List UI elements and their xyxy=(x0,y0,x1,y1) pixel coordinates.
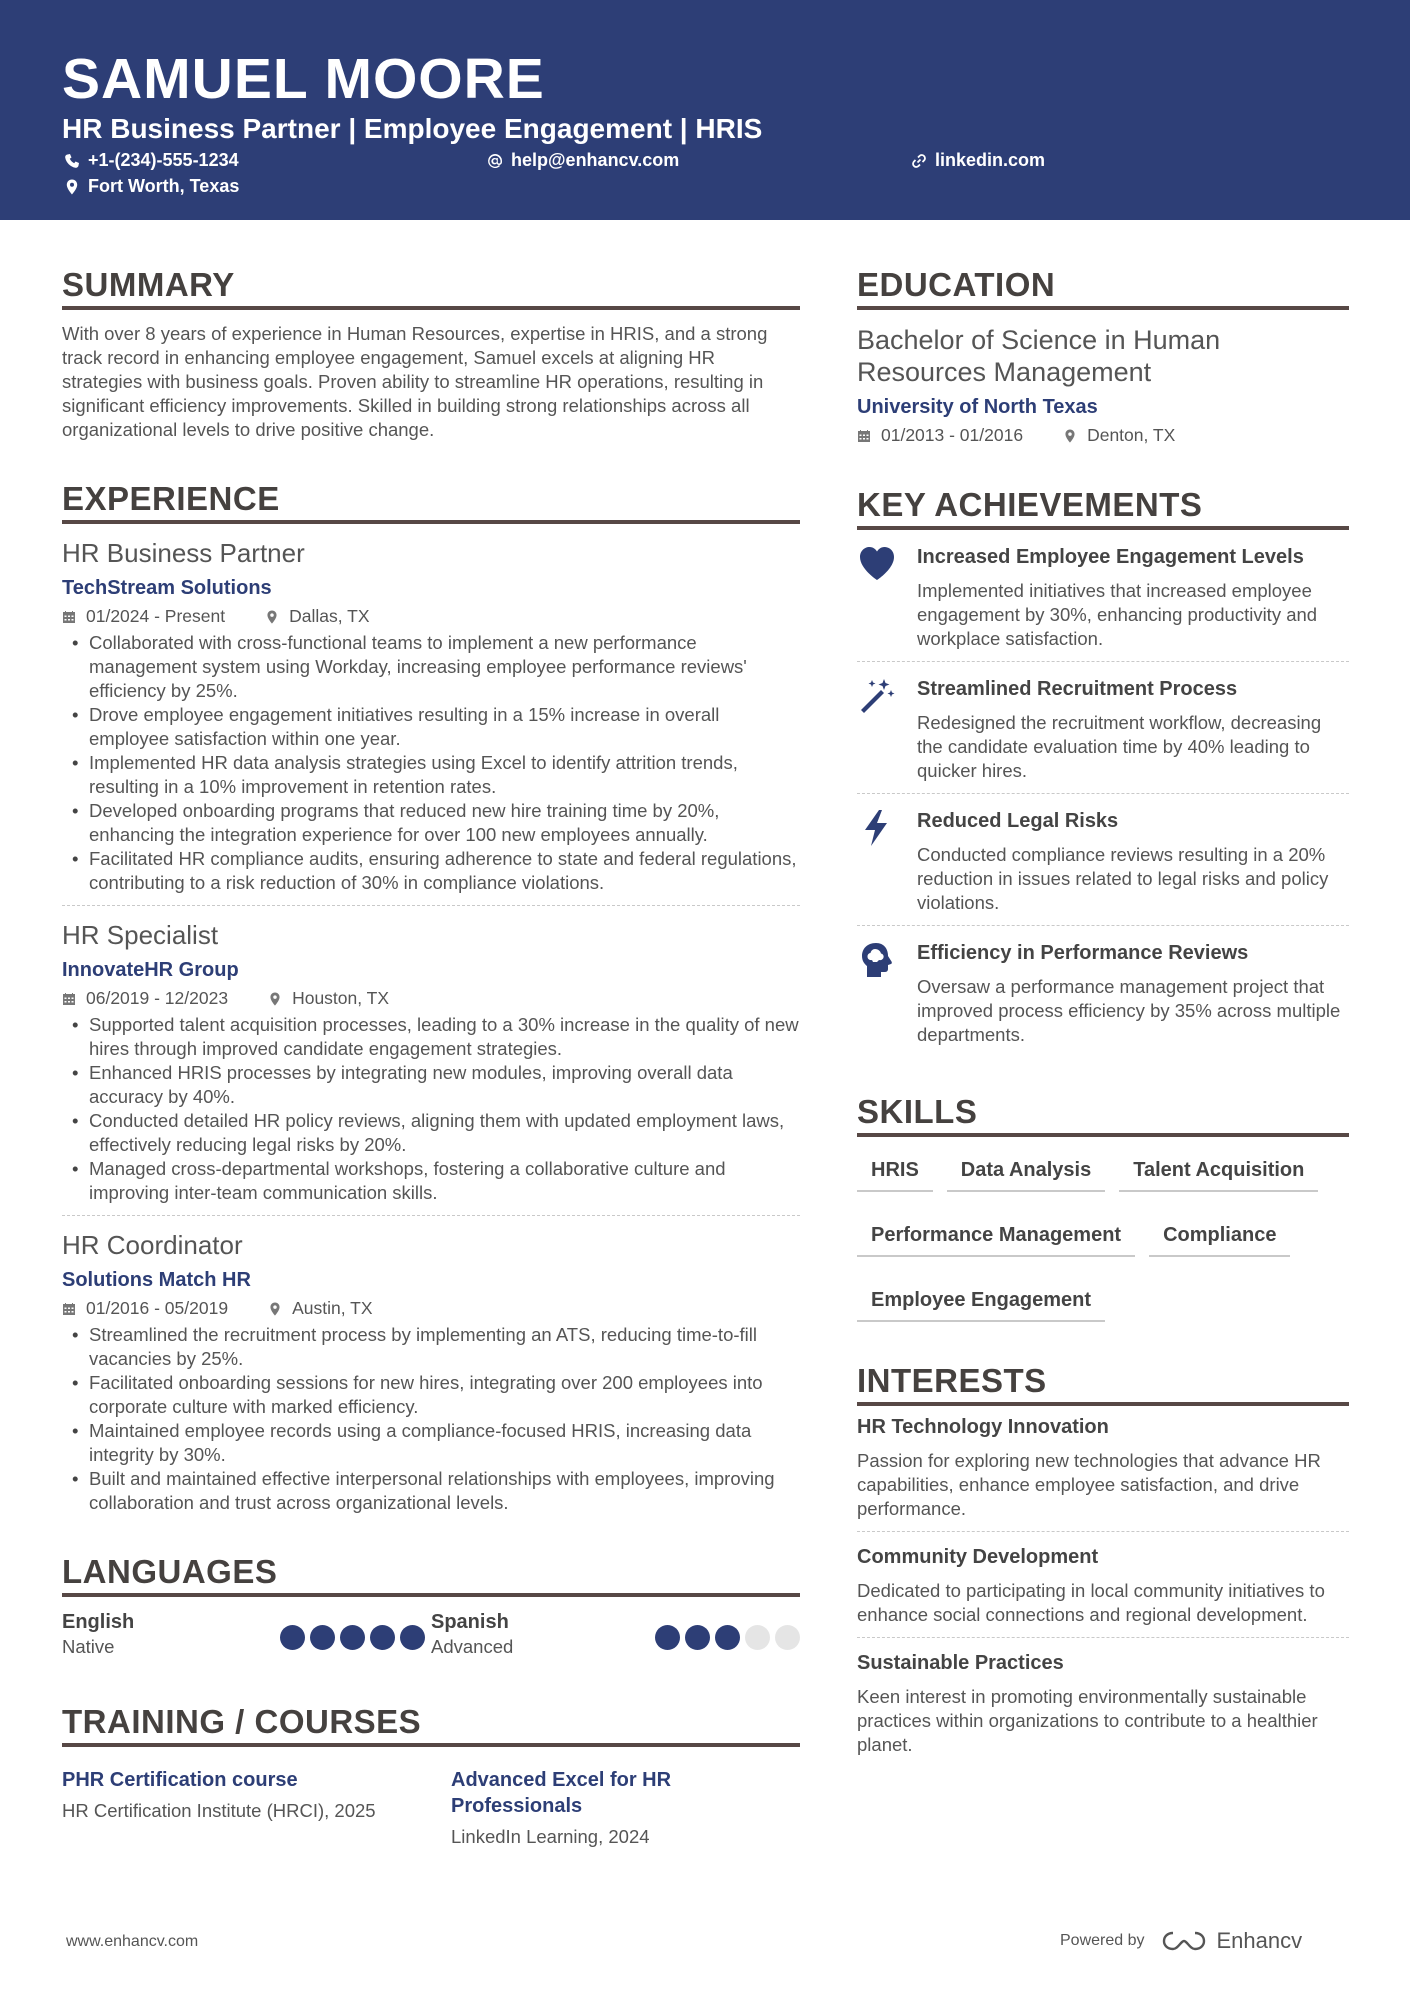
job-bullets xyxy=(62,1323,800,1515)
education-dates: 01/2013 - 01/2016 xyxy=(881,425,1024,445)
bullet-item: • Implemented HR data analysis strategies using Excel to identify attrition trends, resulting in a 10% improvement in retention rates. xyxy=(62,751,800,799)
rating-dot-empty xyxy=(745,1625,770,1650)
company-name: Solutions Match HR xyxy=(62,1269,251,1291)
bullet-item: • Developed onboarding programs that reduced new hire training time by 20%, enhancing the integration experience for over 100 new employees annually. xyxy=(62,799,800,847)
bullet-item: • Facilitated onboarding sessions for new hires, integrating over 200 employees into corporate culture with marked efficiency. xyxy=(62,1371,800,1419)
email-text: help@enhancv.com xyxy=(511,150,680,170)
brand-name: Enhancv xyxy=(1216,1928,1303,1953)
bullet-item: • Built and maintained effective interpersonal relationships with employees, improving collaboration and trust across organizational levels. xyxy=(62,1467,800,1515)
bullet-item: • Supported talent acquisition processes, leading to a 30% increase in the quality of new hires through improved candidate engagement strategies. xyxy=(62,1013,800,1061)
course-institution: HR Certification Institute (HRCI), 2025 xyxy=(62,1800,376,1821)
interest-desc: Dedicated to participating in local community initiatives to enhance social connections and regional development. xyxy=(857,1580,1325,1625)
job-entry xyxy=(62,538,800,906)
job-title: HR Specialist xyxy=(62,920,219,950)
location-pin-icon xyxy=(268,992,282,1006)
calendar-icon xyxy=(62,610,76,624)
left-column xyxy=(62,266,800,1849)
achievements-heading: KEY ACHIEVEMENTS xyxy=(857,486,1349,530)
contact-location xyxy=(64,176,239,197)
resume-header xyxy=(0,0,1410,220)
job-meta xyxy=(62,988,800,1009)
interest-title: Sustainable Practices xyxy=(857,1652,1064,1674)
job-meta xyxy=(62,1298,800,1319)
achievement-item xyxy=(857,926,1349,1057)
language-name: English xyxy=(62,1611,135,1633)
skill-tag: Data Analysis xyxy=(947,1151,1105,1192)
job-bullets xyxy=(62,1013,800,1205)
language-level: Advanced xyxy=(431,1636,514,1657)
experience-heading: EXPERIENCE xyxy=(62,480,800,524)
lightning-icon xyxy=(857,808,897,848)
skill-tag: Talent Acquisition xyxy=(1119,1151,1318,1192)
phone-text: +1-(234)-555-1234 xyxy=(88,150,239,170)
job-dates: 01/2016 - 05/2019 xyxy=(86,1298,229,1318)
bullet-item: • Enhanced HRIS processes by integrating new modules, improving overall data accuracy by 40%. xyxy=(62,1061,800,1109)
powered-by-text: Powered by xyxy=(1060,1932,1145,1949)
interests-heading: INTERESTS xyxy=(857,1362,1349,1406)
skills-heading: SKILLS xyxy=(857,1093,1349,1137)
job-entry xyxy=(62,1230,800,1515)
skill-tag: Performance Management xyxy=(857,1216,1135,1257)
rating-dot-filled xyxy=(310,1625,335,1650)
job-bullets xyxy=(62,631,800,895)
footer-branding xyxy=(1060,1928,1302,1954)
language-rating xyxy=(280,1625,425,1650)
rating-dot-filled xyxy=(280,1625,305,1650)
contact-linkedin[interactable] xyxy=(911,150,1045,171)
language-level: Native xyxy=(62,1636,115,1657)
interest-item xyxy=(857,1416,1349,1532)
language-name: Spanish xyxy=(431,1611,509,1633)
right-column xyxy=(857,266,1349,1757)
at-icon xyxy=(487,153,503,169)
rating-dot-filled xyxy=(400,1625,425,1650)
candidate-name: SAMUEL MOORE xyxy=(62,47,545,111)
job-title: HR Coordinator xyxy=(62,1230,243,1260)
achievement-title: Increased Employee Engagement Levels xyxy=(917,546,1304,568)
job-divider xyxy=(62,1215,800,1216)
bullet-item: • Maintained employee records using a compliance-focused HRIS, increasing data integrity by 30%. xyxy=(62,1419,800,1467)
phone-icon xyxy=(64,153,80,169)
calendar-icon xyxy=(62,992,76,1006)
rating-dot-empty xyxy=(775,1625,800,1650)
achievement-desc: Conducted compliance reviews resulting in a 20% reduction in issues related to legal risks and policy violations. xyxy=(917,844,1329,913)
language-item xyxy=(431,1611,800,1663)
achievement-title: Streamlined Recruitment Process xyxy=(917,678,1238,700)
interest-desc: Keen interest in promoting environmentally sustainable practices within organizations to contribute to a healthier planet. xyxy=(857,1686,1318,1755)
course-item xyxy=(451,1767,731,1849)
interest-item xyxy=(857,1652,1349,1757)
location-pin-icon xyxy=(64,179,80,195)
degree-title: Bachelor of Science in Human Resources Management xyxy=(857,325,1221,387)
bullet-item: • Streamlined the recruitment process by implementing an ATS, reducing time-to-fill vacancies by 25%. xyxy=(62,1323,800,1371)
achievement-item xyxy=(857,662,1349,794)
location-pin-icon xyxy=(268,1302,282,1316)
contact-phone xyxy=(64,150,239,171)
job-dates: 06/2019 - 12/2023 xyxy=(86,988,229,1008)
interest-divider xyxy=(857,1637,1349,1638)
location-pin-icon xyxy=(1063,429,1077,443)
magic-wand-icon xyxy=(857,676,897,716)
location-pin-icon xyxy=(265,610,279,624)
course-item xyxy=(62,1767,451,1849)
bullet-item: • Managed cross-departmental workshops, fostering a collaborative culture and improving inter-team communication skills. xyxy=(62,1157,800,1205)
achievement-desc: Redesigned the recruitment workflow, decreasing the candidate evaluation time by 40% leading to quicker hires. xyxy=(917,712,1322,781)
interest-divider xyxy=(857,1531,1349,1532)
rating-dot-filled xyxy=(715,1625,740,1650)
job-location: Houston, TX xyxy=(292,988,390,1008)
education-location: Denton, TX xyxy=(1087,425,1176,445)
language-item xyxy=(62,1611,431,1663)
skill-tag: Employee Engagement xyxy=(857,1281,1105,1322)
courses-list xyxy=(62,1767,800,1849)
skill-tag: HRIS xyxy=(857,1151,933,1192)
achievement-item xyxy=(857,530,1349,662)
course-name: Advanced Excel for HR Professionals xyxy=(451,1769,672,1817)
summary-text: With over 8 years of experience in Human Resources, expertise in HRIS, and a strong track record in enhancing employee engagement, Samuel excels at aligning HR strategies with business goals. Proven ability to streamline HR operations, resulting in significant efficiency improvements. Skilled in building strong relationships across all organizational levels to drive positive change. xyxy=(62,323,768,440)
school-name: University of North Texas xyxy=(857,396,1098,418)
language-rating xyxy=(655,1625,800,1650)
job-dates: 01/2024 - Present xyxy=(86,606,226,626)
linkedin-text: linkedin.com xyxy=(935,150,1046,170)
languages-list xyxy=(62,1611,800,1663)
bullet-item: • Conducted detailed HR policy reviews, aligning them with updated employment laws, effectively reducing legal risks by 20%. xyxy=(62,1109,800,1157)
footer-website[interactable]: www.enhancv.com xyxy=(66,1933,199,1950)
achievement-desc: Oversaw a performance management project that improved process efficiency by 35% across multiple departments. xyxy=(917,976,1341,1045)
skill-tag: Compliance xyxy=(1149,1216,1290,1257)
training-heading: TRAINING / COURSES xyxy=(62,1703,800,1747)
job-title: HR Business Partner xyxy=(62,538,305,568)
achievement-title: Reduced Legal Risks xyxy=(917,810,1119,832)
job-divider xyxy=(62,905,800,906)
bullet-item: • Drove employee engagement initiatives resulting in a 15% increase in overall employee satisfaction within one year. xyxy=(62,703,800,751)
heart-icon xyxy=(857,544,897,584)
interest-desc: Passion for exploring new technologies that advance HR capabilities, enhance employee satisfaction, and drive performance. xyxy=(857,1450,1321,1519)
rating-dot-filled xyxy=(340,1625,365,1650)
calendar-icon xyxy=(62,1302,76,1316)
link-icon xyxy=(911,153,927,169)
interest-item xyxy=(857,1546,1349,1638)
calendar-icon xyxy=(857,429,871,443)
rating-dot-filled xyxy=(685,1625,710,1650)
head-brain-icon xyxy=(857,940,897,980)
enhancv-logo-icon xyxy=(1161,1929,1207,1953)
bullet-item: • Facilitated HR compliance audits, ensuring adherence to state and federal regulations, contributing to a risk reduction of 30% in compliance violations. xyxy=(62,847,800,895)
job-location: Dallas, TX xyxy=(289,606,370,626)
rating-dot-filled xyxy=(370,1625,395,1650)
job-location: Austin, TX xyxy=(292,1298,373,1318)
interest-title: Community Development xyxy=(857,1546,1099,1568)
bullet-item: • Collaborated with cross-functional teams to implement a new performance management system using Workday, increasing employee performance reviews' efficiency by 25%. xyxy=(62,631,800,703)
course-name: PHR Certification course xyxy=(62,1769,298,1791)
rating-dot-filled xyxy=(655,1625,680,1650)
achievement-desc: Implemented initiatives that increased employee engagement by 30%, enhancing productivity and workplace satisfaction. xyxy=(917,580,1318,649)
achievement-title: Efficiency in Performance Reviews xyxy=(917,942,1249,964)
candidate-subtitle: HR Business Partner | Employee Engagement | HRIS xyxy=(62,113,763,144)
enhancv-logo[interactable] xyxy=(1161,1928,1303,1954)
contact-email[interactable] xyxy=(487,150,679,171)
interest-title: HR Technology Innovation xyxy=(857,1416,1109,1438)
achievements-list xyxy=(857,530,1349,1057)
job-entry xyxy=(62,920,800,1216)
languages-heading: LANGUAGES xyxy=(62,1553,800,1597)
achievement-item xyxy=(857,794,1349,926)
summary-heading: SUMMARY xyxy=(62,266,800,310)
company-name: TechStream Solutions xyxy=(62,577,272,599)
course-institution: LinkedIn Learning, 2024 xyxy=(451,1826,650,1847)
skills-list xyxy=(857,1151,1349,1322)
interests-list xyxy=(857,1416,1349,1757)
education-heading: EDUCATION xyxy=(857,266,1349,310)
job-meta xyxy=(62,606,800,627)
company-name: InnovateHR Group xyxy=(62,959,239,981)
education-meta xyxy=(857,425,1349,446)
location-text: Fort Worth, Texas xyxy=(88,176,240,196)
